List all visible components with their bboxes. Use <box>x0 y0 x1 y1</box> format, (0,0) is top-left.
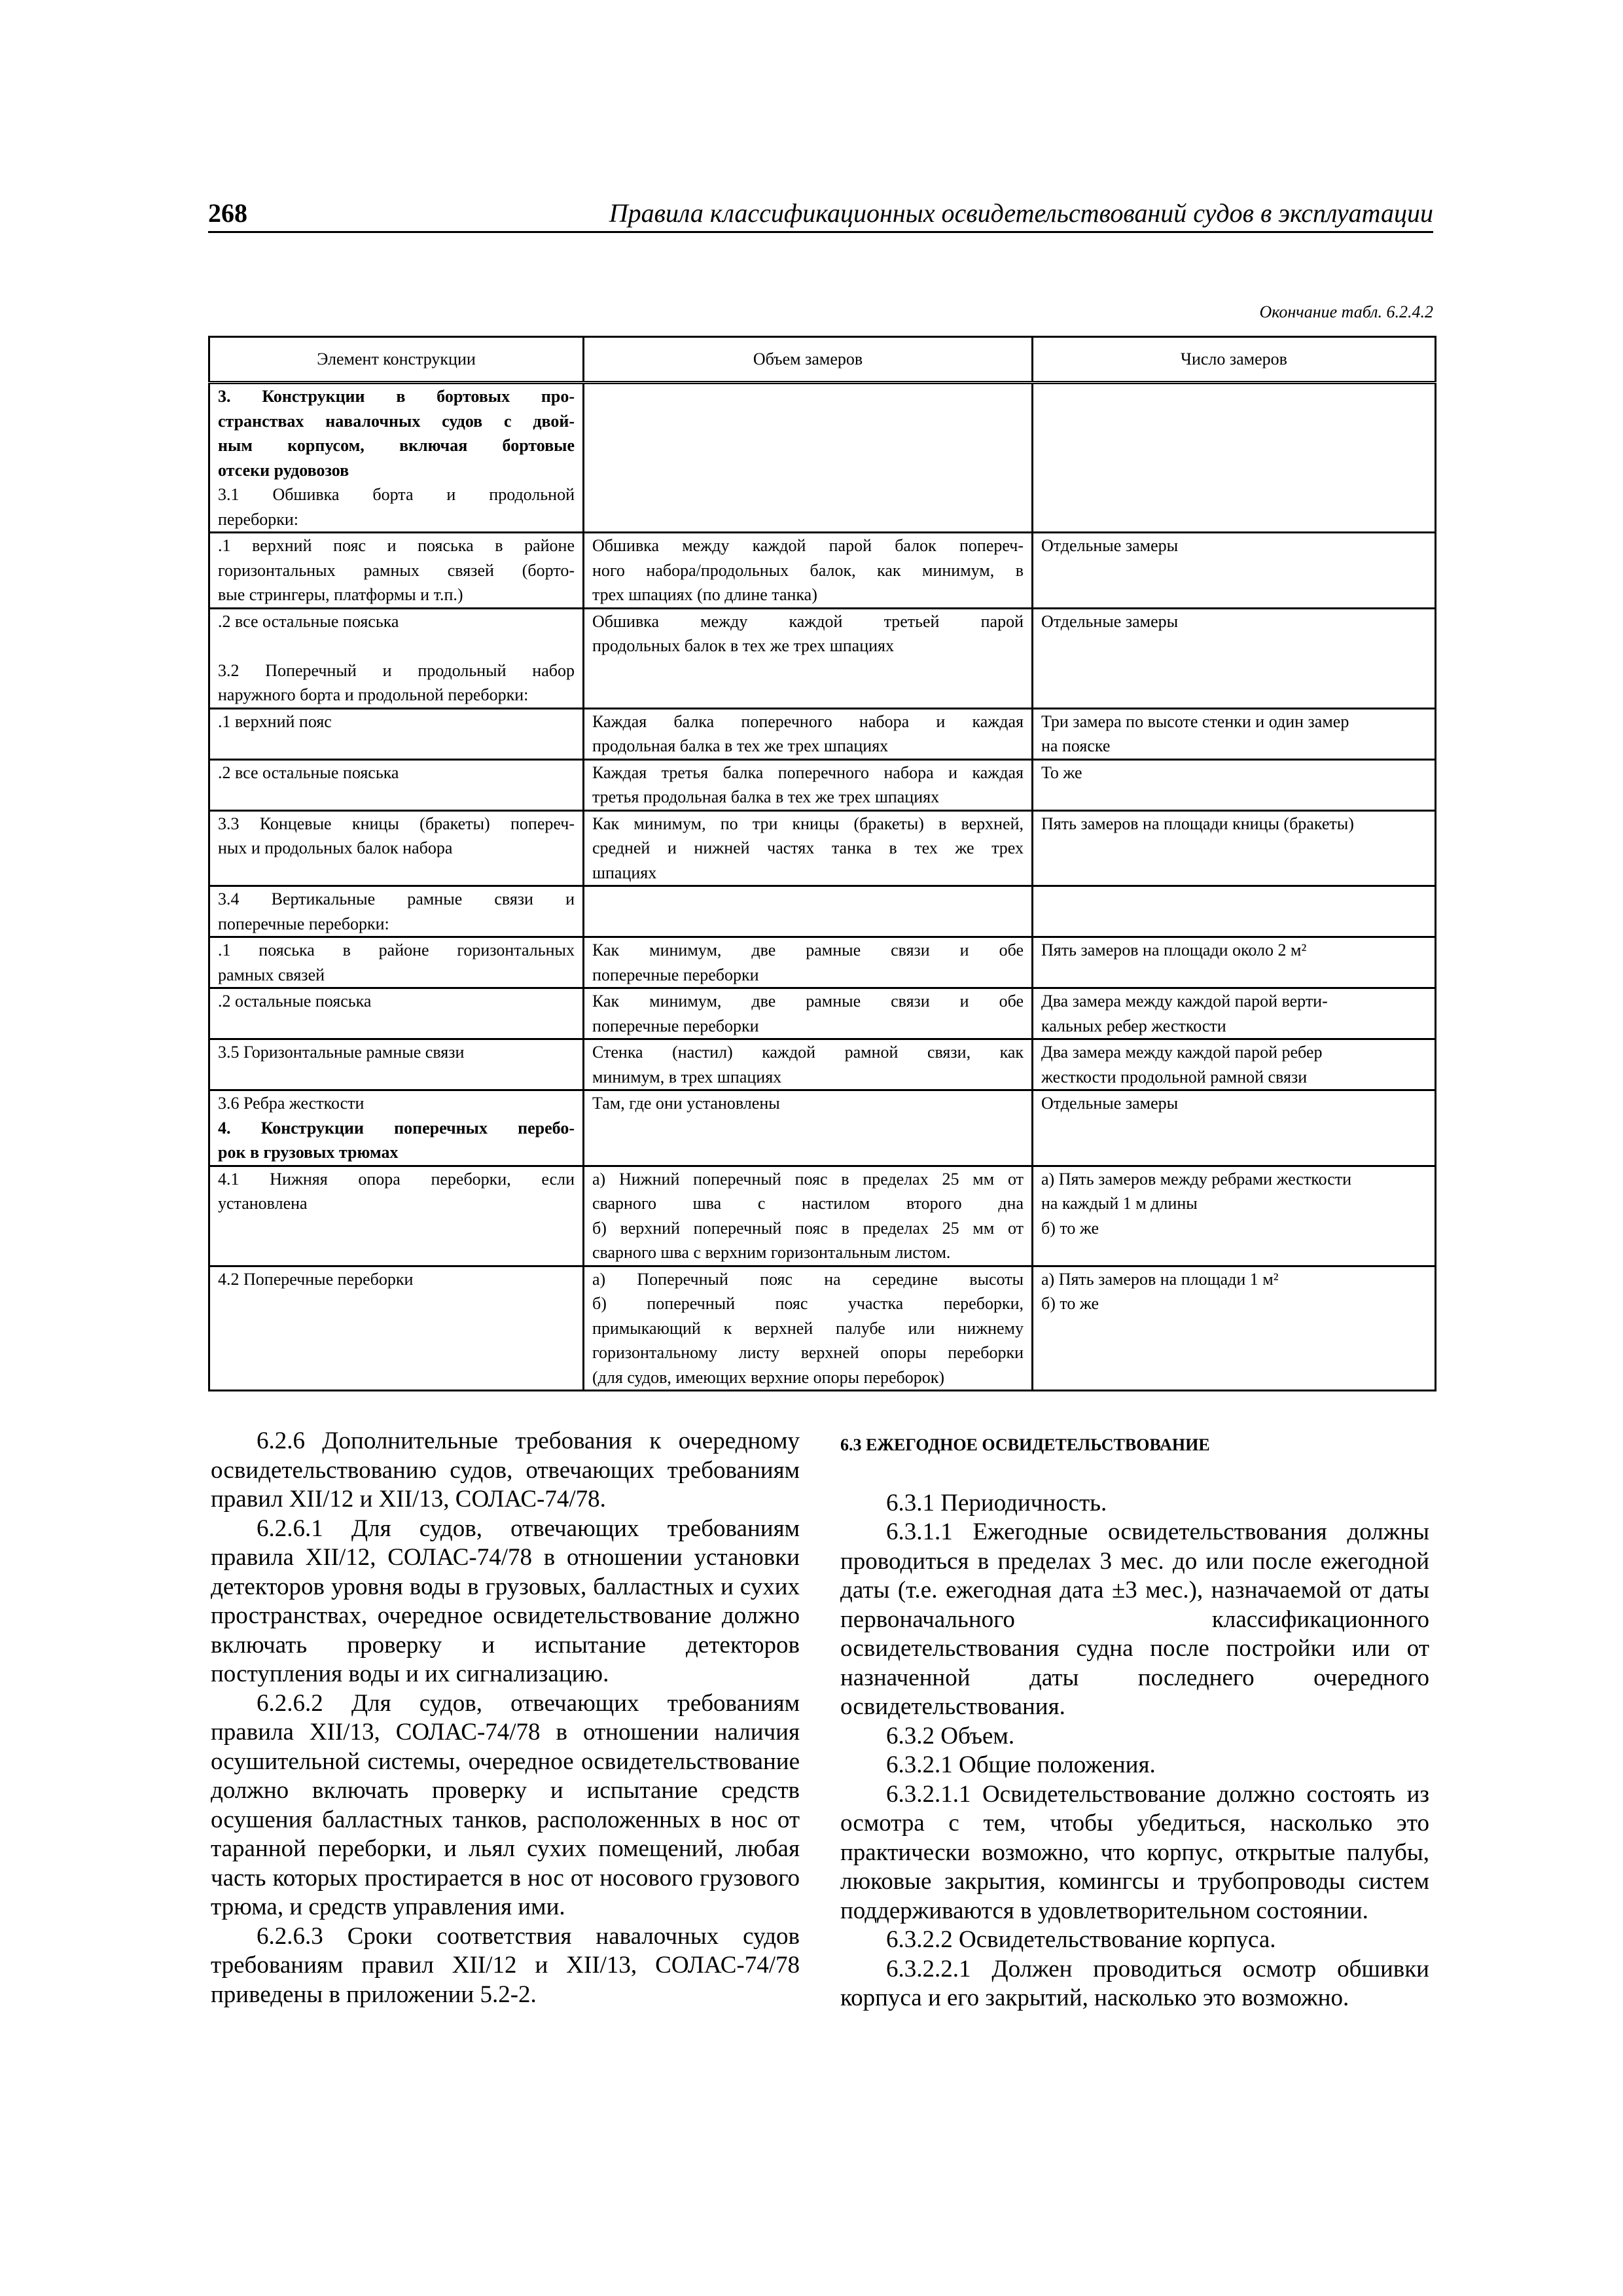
cell-line: странствах навалочных судов с двой- <box>218 411 575 431</box>
cell-line: Пять замеров на площади кницы (бракеты) <box>1041 814 1354 833</box>
cell-line: Два замера между каждой парой верти- <box>1041 992 1328 1011</box>
cell-line: поперечные переборки <box>592 965 759 984</box>
table-row <box>209 533 1436 609</box>
element-cell <box>209 1039 584 1090</box>
table-row <box>209 1039 1436 1090</box>
cell-line: горизонтальному листу верхней опоры переборки <box>592 1343 1024 1362</box>
column-header-element: Элемент конструкции <box>209 337 584 383</box>
cell-line: продольная балка в тех же трех шпациях <box>592 736 889 755</box>
paragraph: 6.3.2.1 Общие положения. <box>886 1751 1156 1778</box>
scope-cell <box>584 988 1033 1039</box>
count-cell <box>1033 608 1436 708</box>
table-row <box>209 1266 1436 1391</box>
count-cell <box>1033 533 1436 609</box>
element-cell <box>209 886 584 937</box>
cell-line: 3. Конструкции в бортовых про- <box>218 387 575 406</box>
cell-line: 3.1 Обшивка борта и продольной <box>218 485 575 504</box>
table-row <box>209 383 1436 533</box>
cell-line: рамных связей <box>218 965 325 984</box>
table-body <box>209 383 1436 1391</box>
element-cell <box>209 608 584 708</box>
scope-cell <box>584 383 1033 533</box>
cell-line: б) то же <box>1041 1218 1099 1238</box>
paragraph: 6.2.6.2 Для судов, отвечающих требованиям правила XII/13, СОЛАС-74/78 в отношении наличия осушительной системы, очередное освидетельствование должно включать проверку и испытание средств осушения балластных танков, расположенных в нос от таранной переборки, и льял сухих помещений, любая часть которых простирается в нос от носового грузового трюма, и средств управления ими. <box>211 1689 800 1920</box>
cell-line: Отдельные замеры <box>1041 1094 1179 1113</box>
table-row <box>209 1090 1436 1166</box>
scope-cell <box>584 886 1033 937</box>
table-row <box>209 608 1436 708</box>
cell-line: .1 пояська в районе горизонтальных <box>218 941 575 960</box>
cell-line: сварного шва с верхним горизонтальным листом. <box>592 1243 951 1262</box>
cell-line: .2 остальные пояська <box>218 992 372 1011</box>
scope-cell <box>584 533 1033 609</box>
cell-line <box>218 634 575 658</box>
count-cell <box>1033 708 1436 759</box>
cell-line: Как минимум, по три кницы (бракеты) в верхней, <box>592 814 1024 833</box>
cell-line: 4.1 Нижняя опора переборки, если <box>218 1169 575 1189</box>
cell-line: горизонтальных рамных связей (борто- <box>218 560 575 580</box>
scope-cell <box>584 1039 1033 1090</box>
table-row <box>209 1166 1436 1266</box>
cell-line: 4.2 Поперечные переборки <box>218 1269 414 1289</box>
element-cell <box>209 1266 584 1391</box>
cell-line: средней и нижней частях танка в тех же трех <box>592 838 1024 857</box>
count-cell <box>1033 810 1436 886</box>
count-cell <box>1033 988 1436 1039</box>
element-cell <box>209 937 584 988</box>
cell-line: б) то же <box>1041 1294 1099 1313</box>
cell-line: Как минимум, две рамные связи и обе <box>592 941 1024 960</box>
cell-line: а) Пять замеров между ребрами жесткости <box>1041 1169 1352 1189</box>
right-paragraphs <box>840 1489 1429 2013</box>
scope-cell <box>584 759 1033 810</box>
cell-line: продольных балок в тех же трех шпациях <box>592 636 895 655</box>
paragraph: 6.3.1.1 Ежегодные освидетельствования должны проводиться в пределах 3 мес. до или после ежегодной даты (т.е. ежегодная дата ±3 мес.), назначаемой от даты первоначального классификационного освидетельствования судна после постройки или от назначенной даты последнего очередного освидетельствования. <box>840 1518 1429 1720</box>
table-row <box>209 708 1436 759</box>
measurements-table <box>208 336 1436 1391</box>
column-header-count: Число замеров <box>1033 337 1436 383</box>
cell-line: Два замера между каждой парой ребер <box>1041 1043 1323 1062</box>
paragraph: 6.2.6 Дополнительные требования к очередному освидетельствованию судов, отвечающих требованиям правил XII/12 и XII/13, СОЛАС-74/78. <box>211 1427 800 1513</box>
paragraph: 6.3.2 Объем. <box>886 1722 1015 1749</box>
cell-line: Отдельные замеры <box>1041 611 1179 631</box>
cell-line: наружного борта и продольной переборки: <box>218 685 529 704</box>
count-cell <box>1033 1090 1436 1166</box>
cell-line: 3.3 Концевые кницы (бракеты) попереч- <box>218 814 575 833</box>
cell-line: поперечные переборки: <box>218 914 389 933</box>
cell-line: Там, где они установлены <box>592 1094 780 1113</box>
cell-line: Обшивка между каждой парой балок попереч- <box>592 536 1024 555</box>
cell-line: а) Пять замеров на площади 1 м² <box>1041 1269 1279 1289</box>
cell-line: То же <box>1041 762 1082 782</box>
page-header <box>208 200 1433 233</box>
cell-line: а) Поперечный пояс на середине высоты <box>592 1269 1024 1289</box>
page-number: 268 <box>208 198 247 228</box>
right-text-column <box>840 1427 1429 2013</box>
cell-line: ным корпусом, включая бортовые <box>218 436 575 455</box>
cell-line: 3.6 Ребра жесткости <box>218 1094 365 1113</box>
count-cell <box>1033 383 1436 533</box>
count-cell <box>1033 1266 1436 1391</box>
scope-cell <box>584 708 1033 759</box>
paragraph: 6.3.2.2 Освидетельствование корпуса. <box>886 1926 1276 1953</box>
cell-line: .1 верхний пояс и пояська в районе <box>218 536 575 555</box>
cell-line: (для судов, имеющих верхние опоры переборок) <box>592 1367 945 1387</box>
cell-line: вые стрингеры, платформы и т.п.) <box>218 585 463 604</box>
element-cell <box>209 1090 584 1166</box>
element-cell <box>209 810 584 886</box>
paragraph: 6.3.1 Периодичность. <box>886 1489 1107 1516</box>
count-cell <box>1033 937 1436 988</box>
cell-line: б) поперечный пояс участка переборки, <box>592 1294 1024 1313</box>
count-cell <box>1033 886 1436 937</box>
cell-line: 3.2 Поперечный и продольный набор <box>218 660 575 680</box>
cell-line: ных и продольных балок набора <box>218 838 453 857</box>
table-row <box>209 810 1436 886</box>
cell-line: 4. Конструкции поперечных перебо- <box>218 1118 575 1138</box>
cell-line: 3.4 Вертикальные рамные связи и <box>218 889 575 908</box>
count-cell <box>1033 1039 1436 1090</box>
cell-line: Пять замеров на площади около 2 м² <box>1041 941 1307 960</box>
table-row <box>209 937 1436 988</box>
cell-line: на каждый 1 м длины <box>1041 1194 1198 1213</box>
scope-cell <box>584 1090 1033 1166</box>
count-cell <box>1033 1166 1436 1266</box>
element-cell <box>209 533 584 609</box>
paragraph: 6.2.6.3 Сроки соответствия навалочных судов требованиям правил XII/12 и XII/13, СОЛАС-74/78 приведены в приложении 5.2-2. <box>211 1922 800 2008</box>
running-title: Правила классификационных освидетельствований судов в эксплуатации <box>609 198 1433 228</box>
cell-line: 3.5 Горизонтальные рамные связи <box>218 1043 465 1062</box>
cell-line: третья продольная балка в тех же трех шпациях <box>592 787 940 806</box>
element-cell <box>209 1166 584 1266</box>
column-header-scope: Объем замеров <box>584 337 1033 383</box>
cell-line: Отдельные замеры <box>1041 536 1179 555</box>
cell-line: жесткости продольной рамной связи <box>1041 1067 1308 1086</box>
cell-line: .2 все остальные пояська <box>218 611 399 631</box>
paragraph: 6.3.2.2.1 Должен проводиться осмотр обшивки корпуса и его закрытий, насколько это возможно. <box>840 1955 1429 2011</box>
scope-cell <box>584 937 1033 988</box>
scope-cell <box>584 1166 1033 1266</box>
scope-cell <box>584 810 1033 886</box>
cell-line: Как минимум, две рамные связи и обе <box>592 992 1024 1011</box>
cell-line: Обшивка между каждой третьей парой <box>592 611 1024 631</box>
cell-line: установлена <box>218 1194 308 1213</box>
cell-line: переборки: <box>218 509 298 529</box>
scope-cell <box>584 1266 1033 1391</box>
cell-line: на пояске <box>1041 736 1111 755</box>
cell-line: рок в грузовых трюмах <box>218 1143 399 1162</box>
scope-cell <box>584 608 1033 708</box>
table-header-row <box>209 337 1436 383</box>
cell-line: Стенка (настил) каждой рамной связи, как <box>592 1043 1024 1062</box>
element-cell <box>209 708 584 759</box>
count-cell <box>1033 759 1436 810</box>
element-cell <box>209 759 584 810</box>
left-text-column <box>211 1427 800 2009</box>
paragraph: 6.2.6.1 Для судов, отвечающих требованиям правила XII/12, СОЛАС-74/78 в отношении установки детекторов уровня воды в грузовых, балластных и сухих пространствах, очередное освидетельствование должно включать проверку и испытание детекторов поступления воды и их сигнализацию. <box>211 1515 800 1687</box>
element-cell <box>209 988 584 1039</box>
cell-line: .2 все остальные пояська <box>218 762 399 782</box>
cell-line: Каждая третья балка поперечного набора и каждая <box>592 762 1024 782</box>
cell-line: шпациях <box>592 863 657 882</box>
cell-line: поперечные переборки <box>592 1016 759 1035</box>
cell-line: Каждая балка поперечного набора и каждая <box>592 711 1024 731</box>
table-row <box>209 988 1436 1039</box>
cell-line: сварного шва с настилом второго дна <box>592 1194 1024 1213</box>
section-title: 6.3 ЕЖЕГОДНОЕ ОСВИДЕТЕЛЬСТВОВАНИЕ <box>840 1435 1210 1454</box>
table-row <box>209 759 1436 810</box>
table-caption: Окончание табл. 6.2.4.2 <box>1259 302 1433 321</box>
cell-line: трех шпациях (по длине танка) <box>592 585 817 604</box>
cell-line: кальных ребер жесткости <box>1041 1016 1226 1035</box>
cell-line: а) Нижний поперечный пояс в пределах 25 мм от <box>592 1169 1024 1189</box>
cell-line: отсеки рудовозов <box>218 460 349 480</box>
cell-line: ного набора/продольных балок, как минимум, в <box>592 560 1024 580</box>
paragraph: 6.3.2.1.1 Освидетельствование должно состоять из осмотра с тем, чтобы убедиться, насколько это практически возможно, что корпус, открытые палубы, люковые закрытия, комингсы и трубопроводы систем поддерживаются в удовлетворительном состоянии. <box>840 1780 1429 1924</box>
table-row <box>209 886 1436 937</box>
cell-line: примыкающий к верхней палубе или нижнему <box>592 1318 1024 1338</box>
cell-line: б) верхний поперечный пояс в пределах 25 мм от <box>592 1218 1024 1238</box>
element-cell <box>209 383 584 533</box>
cell-line: Три замера по высоте стенки и один замер <box>1041 711 1349 731</box>
cell-line: .1 верхний пояс <box>218 711 332 731</box>
cell-line: минимум, в трех шпациях <box>592 1067 782 1086</box>
